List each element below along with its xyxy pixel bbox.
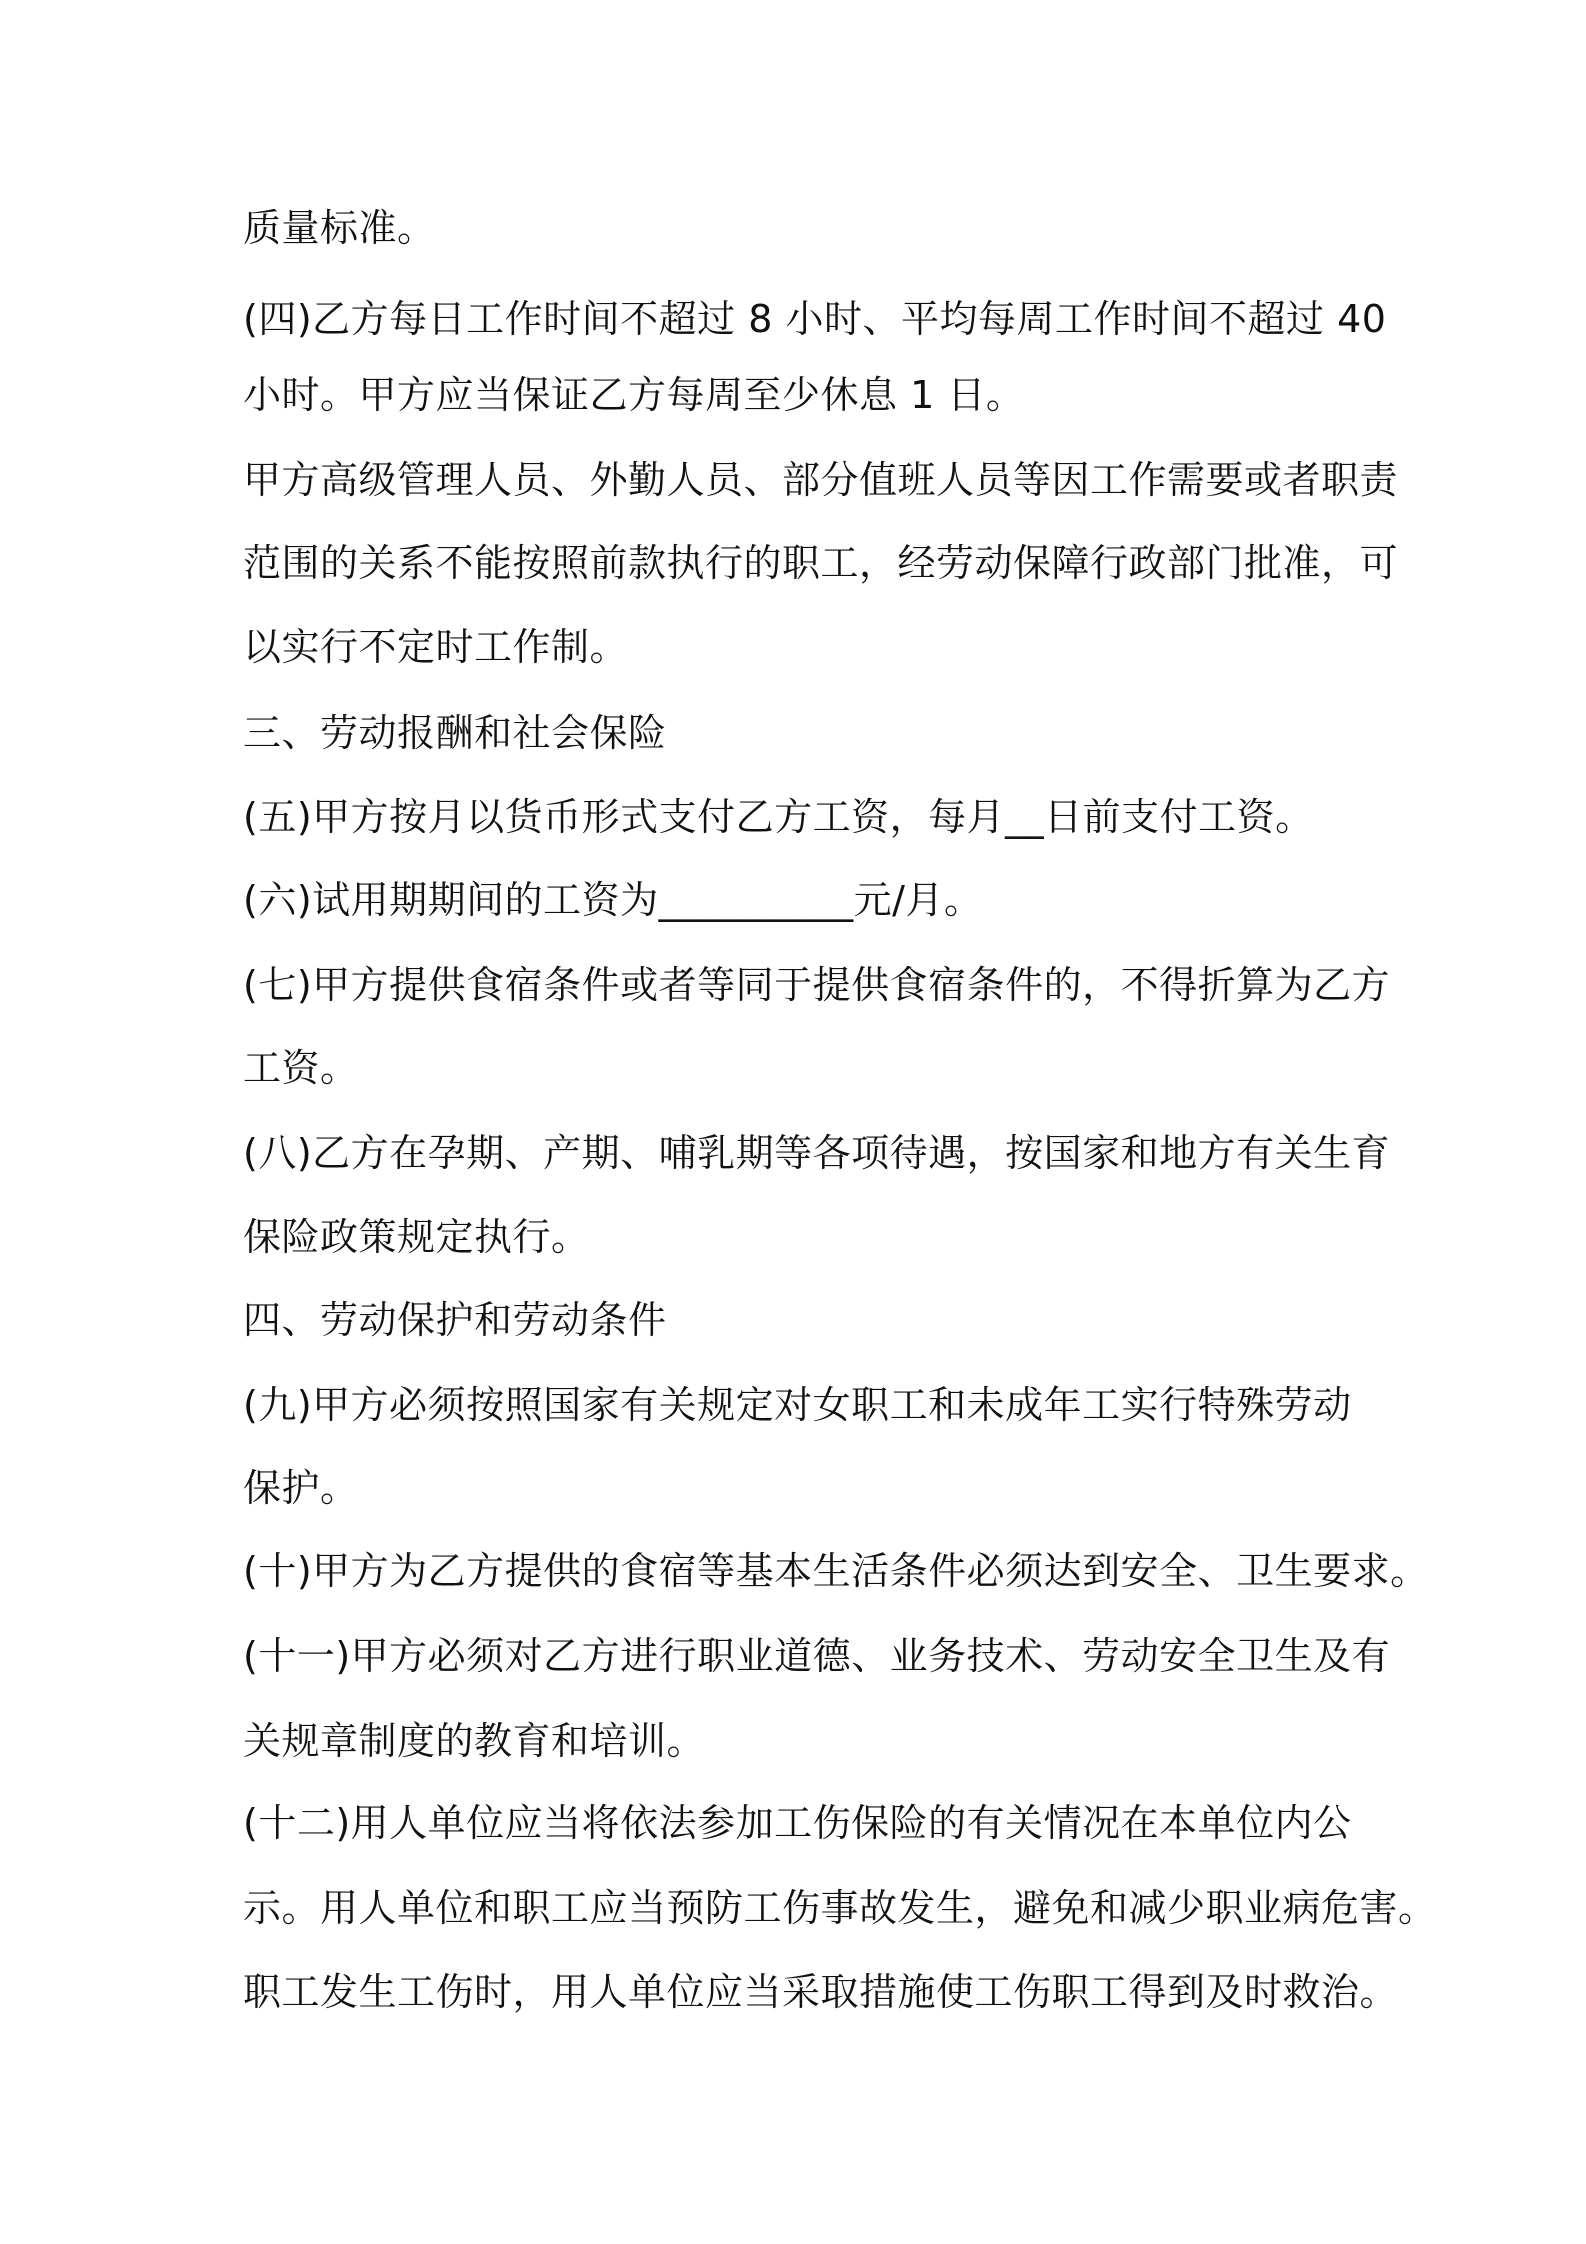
text-line: 保护。 xyxy=(243,1466,359,1510)
section-heading: 三、劳动报酬和社会保险 xyxy=(243,711,667,755)
text-line: 以实行不定时工作制。 xyxy=(243,625,629,669)
text-line: 甲方高级管理人员、外勤人员、部分值班人员等因工作需要或者职责 xyxy=(243,458,1399,502)
text-line: (十一)甲方必须对乙方进行职业道德、业务技术、劳动安全卫生及有 xyxy=(243,1634,1391,1678)
text-line: (六)试用期期间的工资为__________元/月。 xyxy=(243,878,983,922)
text-line: (五)甲方按月以货币形式支付乙方工资，每月__日前支付工资。 xyxy=(243,795,1314,839)
text-line: 小时。甲方应当保证乙方每周至少休息 1 日。 xyxy=(243,373,1025,417)
text-line: 工资。 xyxy=(243,1046,359,1090)
text-line: (十二)用人单位应当将依法参加工伤保险的有关情况在本单位内公 xyxy=(243,1801,1352,1845)
text-line: (八)乙方在孕期、产期、哺乳期等各项待遇，按国家和地方有关生育 xyxy=(243,1131,1391,1175)
text-line: 范围的关系不能按照前款执行的职工，经劳动保障行政部门批准，可 xyxy=(243,541,1399,585)
text-line: (四)乙方每日工作时间不超过 8 小时、平均每周工作时间不超过 40 xyxy=(243,297,1387,341)
text-line: 职工发生工伤时，用人单位应当采取措施使工伤职工得到及时救治。 xyxy=(243,1970,1399,2014)
text-line: (十)甲方为乙方提供的食宿等基本生活条件必须达到安全、卫生要求。 xyxy=(243,1549,1429,1593)
text-line: 质量标准。 xyxy=(243,206,436,250)
text-line: 关规章制度的教育和培训。 xyxy=(243,1719,706,1763)
text-line: (九)甲方必须按照国家有关规定对女职工和未成年工实行特殊劳动 xyxy=(243,1383,1352,1427)
section-heading: 四、劳动保护和劳动条件 xyxy=(243,1298,667,1342)
text-line: (七)甲方提供食宿条件或者等同于提供食宿条件的，不得折算为乙方 xyxy=(243,963,1391,1007)
text-line: 保险政策规定执行。 xyxy=(243,1215,590,1259)
text-line: 示。用人单位和职工应当预防工伤事故发生，避免和减少职业病危害。 xyxy=(243,1886,1437,1930)
